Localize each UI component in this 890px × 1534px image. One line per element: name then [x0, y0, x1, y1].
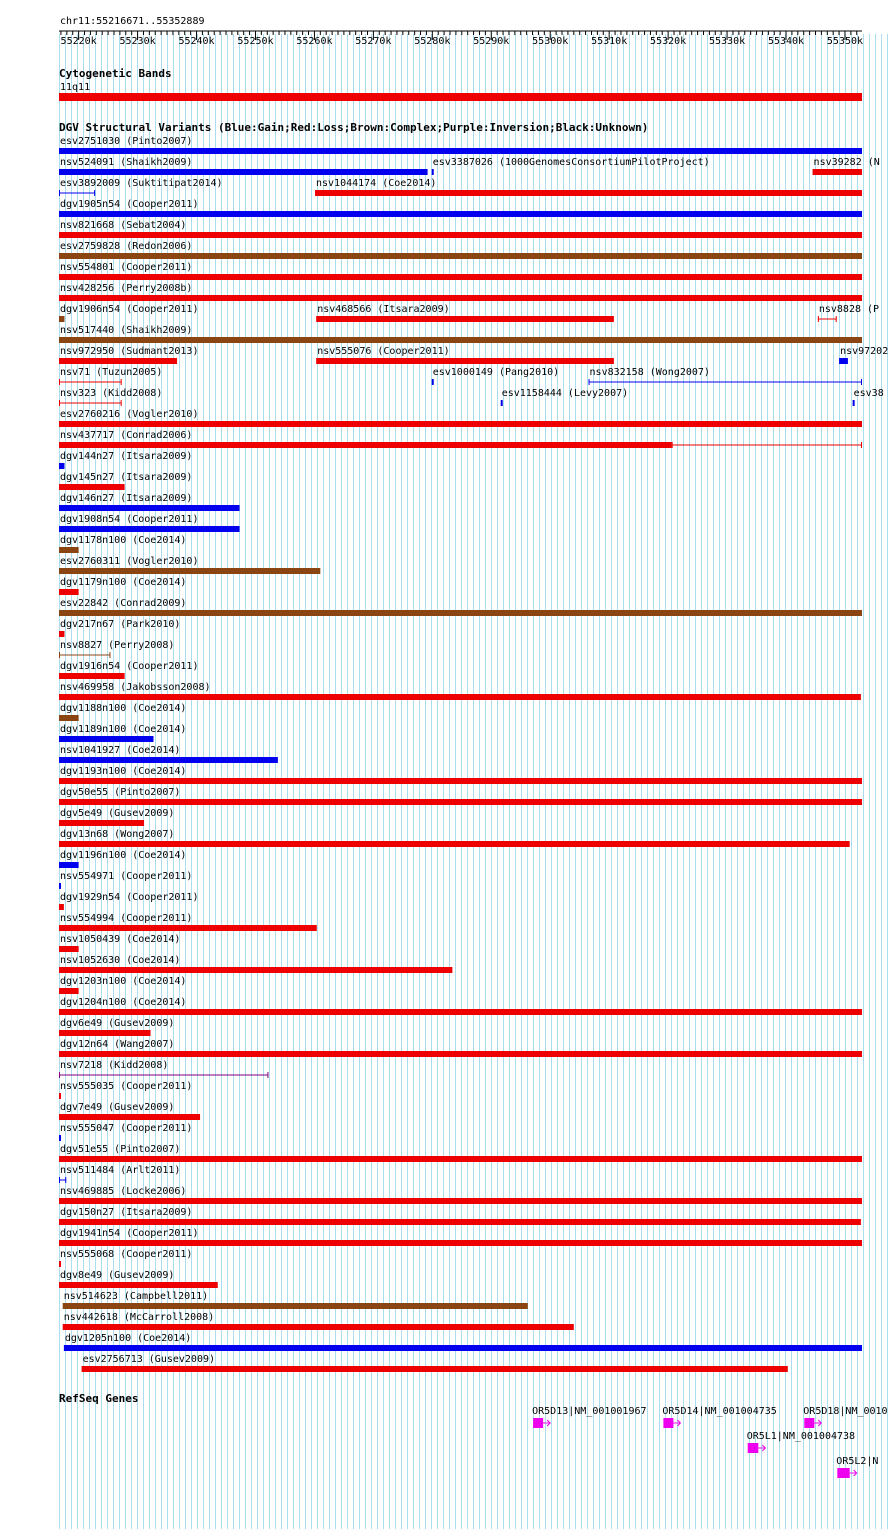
dgv-feature-bar: [59, 337, 862, 343]
dgv-feature-nsv8827[interactable]: [59, 640, 174, 658]
cytogenetic-bands-track-title: Cytogenetic Bands: [59, 67, 172, 80]
dgv-feature-bar: [59, 925, 317, 931]
dgv-feature-bar: [59, 631, 64, 637]
refseq-gene-exon: [837, 1468, 849, 1478]
dgv-feature-bar: [59, 820, 144, 826]
ruler-tick-label: 55220k: [60, 36, 97, 47]
dgv-feature-label: esv38: [853, 388, 884, 399]
dgv-feature-bar: [59, 736, 153, 742]
dgv-feature-label: dgv150n27 (Itsara2009): [60, 1207, 193, 1218]
dgv-feature-label: esv2756713 (Gusev2009): [82, 1354, 216, 1365]
dgv-feature-nsv524091[interactable]: [59, 157, 428, 175]
dgv-feature-label: dgv1203n100 (Coe2014): [60, 976, 187, 987]
dgv-feature-bar: [59, 526, 240, 532]
refseq-gene-exon: [533, 1418, 543, 1428]
dgv-feature-label: dgv217n67 (Park2010): [60, 619, 181, 630]
cytoband-label: 11q11: [60, 82, 91, 93]
dgv-feature-bar: [59, 442, 672, 448]
dgv-feature-bar: [59, 505, 240, 511]
cytoband-11q11[interactable]: [59, 93, 862, 101]
dgv-feature-label: dgv51e55 (Pinto2007): [60, 1144, 181, 1155]
dgv-feature-label: esv2751030 (Pinto2007): [60, 136, 193, 147]
dgv-feature-label: nsv1041927 (Coe2014): [60, 745, 181, 756]
dgv-feature-label: nsv832158 (Wong2007): [589, 367, 710, 378]
dgv-feature-label: nsv1050439 (Coe2014): [60, 934, 181, 945]
ruler-tick-label: 55230k: [119, 36, 156, 47]
dgv-feature-bar: [316, 316, 614, 322]
dgv-feature-label: esv3387026 (1000GenomesConsortiumPilotProject): [432, 157, 710, 168]
dgv-feature-bar: [59, 1114, 200, 1120]
dgv-feature-bar: [59, 1282, 218, 1288]
dgv-feature-bar: [59, 1261, 61, 1267]
dgv-feature-bar: [501, 400, 503, 406]
dgv-feature-label: nsv39282 (N: [813, 157, 880, 168]
dgv-feature-bar: [64, 1345, 862, 1351]
dgv-feature-bar: [59, 568, 320, 574]
dgv-feature-bar: [59, 1051, 862, 1057]
dgv-feature-bar: [59, 757, 278, 763]
dgv-feature-bar: [59, 967, 452, 973]
ruler-tick-label: 55280k: [414, 36, 451, 47]
dgv-feature-dgv1941n54[interactable]: [59, 1228, 862, 1246]
refseq-genes: [532, 1406, 887, 1478]
ruler-tick-label: 55250k: [237, 36, 274, 47]
dgv-feature-nsv428256[interactable]: [59, 283, 862, 301]
dgv-feature-bar: [59, 316, 64, 322]
dgv-feature-bar: [316, 358, 614, 364]
dgv-feature-bar: [59, 169, 428, 175]
dgv-feature-label: dgv1941n54 (Cooper2011): [60, 1228, 199, 1239]
dgv-feature-esv22842[interactable]: [59, 598, 862, 616]
dgv-feature-bar: [59, 610, 862, 616]
dgv-feature-label: nsv442618 (McCarroll2008): [63, 1312, 215, 1323]
dgv-feature-label: dgv1188n100 (Coe2014): [60, 703, 187, 714]
dgv-feature-bar: [59, 547, 79, 553]
dgv-feature-label: nsv514623 (Campbell2011): [63, 1291, 209, 1302]
strand-arrow-icon: [543, 1420, 550, 1426]
dgv-feature-bar: [59, 883, 61, 889]
dgv-feature-nsv469885[interactable]: [59, 1186, 862, 1204]
refseq-gene-label: OR5D14|NM_001004735: [662, 1406, 777, 1417]
refseq-gene-exon: [748, 1443, 759, 1453]
ruler-tick-label: 55320k: [650, 36, 687, 47]
dgv-feature-label: dgv1178n100 (Coe2014): [60, 535, 187, 546]
dgv-feature-nsv323[interactable]: [59, 388, 162, 406]
dgv-feature-label: dgv1916n54 (Cooper2011): [60, 661, 199, 672]
dgv-feature-nsv514623[interactable]: [63, 1291, 528, 1309]
dgv-feature-dgv1205n100[interactable]: [64, 1333, 862, 1351]
dgv-feature-label: nsv1052630 (Coe2014): [60, 955, 181, 966]
dgv-feature-dgv1204n100[interactable]: [59, 997, 862, 1015]
dgv-feature-label: nsv469885 (Locke2006): [60, 1186, 187, 1197]
dgv-feature-dgv1929n54[interactable]: [59, 892, 198, 910]
dgv-feature-bar: [59, 1240, 862, 1246]
refseq-gene-exon: [804, 1418, 814, 1428]
dgv-feature-label: nsv554801 (Cooper2011): [60, 262, 193, 273]
dgv-feature-nsv821668[interactable]: [59, 220, 862, 238]
dgv-feature-dgv6e49[interactable]: [59, 1018, 174, 1036]
dgv-feature-nsv554801[interactable]: [59, 262, 862, 280]
dgv-feature-label: dgv7e49 (Gusev2009): [60, 1102, 175, 1113]
dgv-feature-bar: [59, 841, 850, 847]
dgv-feature-label: dgv1908n54 (Cooper2011): [60, 514, 199, 525]
dgv-feature-bar: [59, 1030, 151, 1036]
dgv-feature-label: esv1158444 (Levy2007): [501, 388, 629, 399]
dgv-feature-label: nsv97202: [840, 346, 889, 357]
dgv-feature-esv2756713[interactable]: [82, 1354, 788, 1372]
dgv-feature-label: esv1000149 (Pang2010): [432, 367, 560, 378]
dgv-feature-bar: [59, 946, 79, 952]
dgv-feature-label: esv2760216 (Vogler2010): [60, 409, 199, 420]
refseq-gene-or5l1[interactable]: [747, 1431, 855, 1453]
dgv-feature-label: nsv323 (Kidd2008): [60, 388, 163, 399]
dgv-feature-label: nsv1044174 (Coe2014): [316, 178, 437, 189]
dgv-feature-esv1158444[interactable]: [501, 388, 628, 406]
dgv-feature-bar: [839, 358, 848, 364]
dgv-feature-dgv50e55[interactable]: [59, 787, 862, 805]
dgv-feature-label: dgv146n27 (Itsara2009): [60, 493, 193, 504]
dgv-feature-bar: [59, 295, 862, 301]
dgv-feature-label: nsv8828 (P: [818, 304, 880, 315]
dgv-feature-label: esv3892009 (Suktitipat2014): [60, 178, 223, 189]
dgv-feature-label: dgv1193n100 (Coe2014): [60, 766, 187, 777]
dgv-feature-bar: [432, 379, 434, 385]
dgv-feature-label: esv2760311 (Vogler2010): [60, 556, 199, 567]
dgv-feature-label: dgv1196n100 (Coe2014): [60, 850, 187, 861]
dgv-feature-label: dgv1204n100 (Coe2014): [60, 997, 187, 1008]
dgv-feature-label: dgv50e55 (Pinto2007): [60, 787, 181, 798]
dgv-feature-dgv1908n54[interactable]: [59, 514, 240, 532]
dgv-feature-esv1000149[interactable]: [432, 367, 559, 385]
dgv-feature-bar: [315, 190, 862, 196]
dgv-feature-label: esv2759828 (Redon2006): [60, 241, 193, 252]
dgv-feature-label: nsv555076 (Cooper2011): [317, 346, 450, 357]
dgv-feature-nsv554994[interactable]: [59, 913, 317, 931]
dgv-feature-bar: [59, 1156, 862, 1162]
dgv-feature-label: nsv469958 (Jakobsson2008): [60, 682, 211, 693]
dgv-feature-bar: [59, 421, 862, 427]
refseq-gene-label: OR5L1|NM_001004738: [746, 1431, 856, 1442]
dgv-feature-esv2760216[interactable]: [59, 409, 862, 427]
dgv-feature-label: nsv555068 (Cooper2011): [60, 1249, 193, 1260]
dgv-feature-bar: [59, 799, 862, 805]
dgv-feature-dgv146n27[interactable]: [59, 493, 240, 511]
dgv-feature-bar: [59, 253, 862, 259]
dgv-feature-dgv150n27[interactable]: [59, 1207, 861, 1225]
dgv-feature-bar: [59, 988, 79, 994]
dgv-feature-dgv1905n54[interactable]: [59, 199, 862, 217]
dgv-feature-label: nsv821668 (Sebat2004): [60, 220, 187, 231]
position-label: chr11:55216671..55352889: [60, 16, 205, 27]
dgv-feature-bar: [59, 1135, 61, 1141]
strand-arrow-icon: [673, 1420, 680, 1426]
refseq-track-title: RefSeq Genes: [59, 1392, 139, 1405]
dgv-feature-label: nsv71 (Tuzun2005): [60, 367, 163, 378]
dgv-feature-label: dgv1189n100 (Coe2014): [60, 724, 187, 735]
ruler-tick-label: 55330k: [709, 36, 746, 47]
dgv-feature-label: esv22842 (Conrad2009): [60, 598, 187, 609]
ruler-tick-label: 55350k: [826, 36, 864, 47]
dgv-feature-nsv1052630[interactable]: [59, 955, 452, 973]
refseq-gene-exon: [663, 1418, 673, 1428]
dgv-feature-label: dgv145n27 (Itsara2009): [60, 472, 193, 483]
dgv-feature-bar: [59, 715, 79, 721]
dgv-feature-bar: [59, 1009, 862, 1015]
dgv-feature-esv2751030[interactable]: [59, 136, 862, 154]
ruler-tick-label: 55310k: [591, 36, 628, 47]
dgv-feature-bar: [59, 862, 79, 868]
dgv-feature-bar: [63, 1303, 528, 1309]
dgv-feature-nsv517440[interactable]: [59, 325, 862, 343]
dgv-feature-label: dgv1179n100 (Coe2014): [60, 577, 187, 588]
dgv-feature-label: nsv554994 (Cooper2011): [60, 913, 193, 924]
dgv-feature-bar: [59, 1198, 862, 1204]
dgv-feature-bar: [82, 1366, 788, 1372]
dgv-feature-dgv1916n54[interactable]: [59, 661, 198, 679]
dgv-feature-label: nsv555035 (Cooper2011): [60, 1081, 193, 1092]
dgv-feature-label: dgv1905n54 (Cooper2011): [60, 199, 199, 210]
dgv-feature-bar: [59, 463, 64, 469]
dgv-feature-label: nsv554971 (Cooper2011): [60, 871, 193, 882]
dgv-feature-nsv71[interactable]: [59, 367, 162, 385]
dgv-feature-nsv972950[interactable]: [59, 346, 198, 364]
dgv-feature-label: nsv972950 (Sudmant2013): [60, 346, 199, 357]
dgv-feature-bar: [59, 232, 862, 238]
dgv-feature-bar: [59, 589, 79, 595]
dgv-feature-bar: [59, 148, 862, 154]
dgv-feature-label: nsv555047 (Cooper2011): [60, 1123, 193, 1134]
dgv-feature-label: nsv437717 (Conrad2006): [60, 430, 193, 441]
dgv-feature-label: dgv6e49 (Gusev2009): [60, 1018, 175, 1029]
ruler-tick-label: 55240k: [178, 36, 215, 47]
dgv-feature-label: dgv1929n54 (Cooper2011): [60, 892, 199, 903]
dgv-feature-label: dgv1906n54 (Cooper2011): [60, 304, 199, 315]
refseq-gene-label: OR5D18|NM_0010: [803, 1406, 888, 1417]
dgv-feature-bar: [59, 484, 125, 490]
dgv-feature-label: nsv428256 (Perry2008b): [60, 283, 193, 294]
dgv-feature-bar: [59, 358, 177, 364]
strand-arrow-icon: [850, 1470, 857, 1476]
dgv-feature-bar: [59, 274, 862, 280]
refseq-gene-label: OR5L2|N: [836, 1456, 879, 1467]
dgv-feature-bar: [813, 169, 862, 175]
dgv-feature-bar: [59, 1219, 861, 1225]
dgv-feature-label: dgv8e49 (Gusev2009): [60, 1270, 175, 1281]
ruler-tick-label: 55270k: [355, 36, 392, 47]
dgv-feature-bar: [59, 694, 861, 700]
refseq-gene-label: OR5D13|NM_001001967: [532, 1406, 647, 1417]
dgv-feature-label: nsv8827 (Perry2008): [60, 640, 175, 651]
dgv-feature-bar: [59, 211, 862, 217]
dgv-feature-label: nsv7218 (Kidd2008): [60, 1060, 169, 1071]
dgv-feature-bar: [63, 1324, 574, 1330]
dgv-feature-bar: [59, 778, 862, 784]
dgv-feature-esv2759828[interactable]: [59, 241, 862, 259]
dgv-feature-label: dgv12n64 (Wang2007): [60, 1039, 175, 1050]
ruler-tick-label: 55290k: [473, 36, 510, 47]
dgv-feature-label: nsv524091 (Shaikh2009): [60, 157, 193, 168]
dgv-feature-bar: [432, 169, 434, 175]
ruler-tick-label: 55260k: [296, 36, 333, 47]
dgv-feature-nsv7218[interactable]: [59, 1060, 268, 1078]
dgv-feature-bar: [59, 1093, 61, 1099]
dgv-feature-bar: [59, 673, 125, 679]
dgv-feature-dgv51e55[interactable]: [59, 1144, 862, 1162]
dgv-feature-dgv5e49[interactable]: [59, 808, 174, 826]
dgv-feature-label: dgv1205n100 (Coe2014): [64, 1333, 192, 1344]
dgv-feature-label: dgv13n68 (Wong2007): [60, 829, 175, 840]
dgv-feature-dgv8e49[interactable]: [59, 1270, 218, 1288]
dgv-feature-bar: [853, 400, 855, 406]
dgv-feature-label: dgv144n27 (Itsara2009): [60, 451, 193, 462]
dgv-feature-label: nsv511484 (Arlt2011): [60, 1165, 181, 1176]
dgv-feature-label: nsv517440 (Shaikh2009): [60, 325, 193, 336]
dgv-feature-nsv469958[interactable]: [59, 682, 861, 700]
dgv-feature-label: nsv468566 (Itsara2009): [317, 304, 450, 315]
dgv-feature-esv3892009[interactable]: [59, 178, 223, 196]
dgv-feature-dgv1193n100[interactable]: [59, 766, 862, 784]
dgv-track-title: DGV Structural Variants (Blue:Gain;Red:Loss;Brown:Complex;Purple:Inversion;Black:Unknown): [59, 121, 649, 134]
dgv-feature-label: dgv5e49 (Gusev2009): [60, 808, 175, 819]
dgv-feature-dgv1906n54[interactable]: [59, 304, 198, 322]
ruler-tick-label: 55340k: [767, 36, 805, 47]
dgv-feature-bar: [59, 904, 64, 910]
dgv-feature-dgv7e49[interactable]: [59, 1102, 200, 1120]
ruler-tick-label: 55300k: [532, 36, 569, 47]
